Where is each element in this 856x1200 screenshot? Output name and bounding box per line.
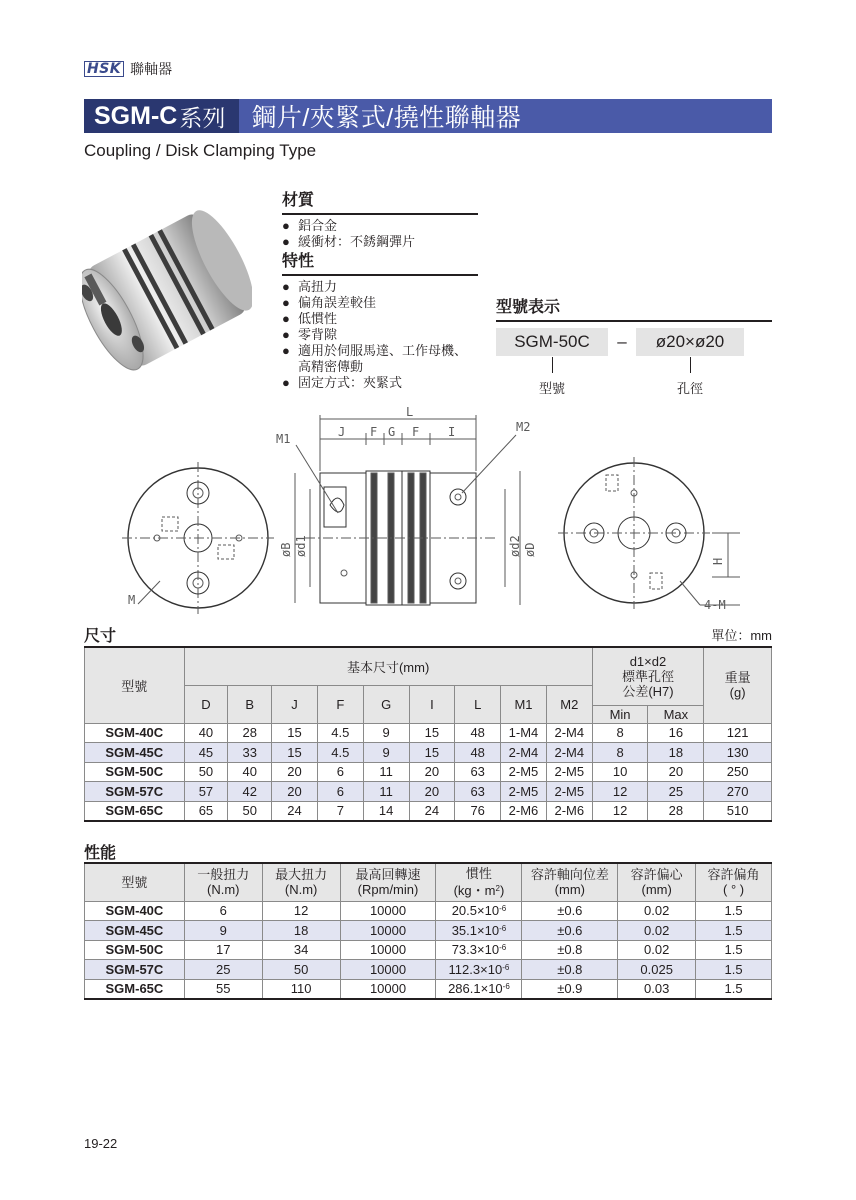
bore-example: ø20×ø20 <box>636 328 744 356</box>
bore-label: 孔徑 <box>676 381 703 396</box>
dims-cell: 25 <box>648 782 704 802</box>
coupling-photo <box>82 200 252 380</box>
model-dash: – <box>617 332 627 351</box>
perf-col-angle: 容許偏角 ( ° ) <box>696 863 772 901</box>
material-item: ● 鋁合金 <box>282 218 338 233</box>
col-weight: 重量 (g) <box>704 647 772 723</box>
left-end-view <box>122 462 274 614</box>
perf-cell: $35.1\times 10^{-6}$ <box>436 921 522 941</box>
label-g: G <box>388 425 396 439</box>
dims-cell: 50 <box>184 762 228 782</box>
feature-item: 高精密傳動 <box>298 359 364 374</box>
bore-pointer <box>690 357 691 373</box>
col-i: I <box>409 685 455 723</box>
perf-cell: 10000 <box>340 979 436 999</box>
perf-col-offset: 容許偏心 (mm) <box>618 863 696 901</box>
perf-cell: 34 <box>262 940 340 960</box>
dims-cell: 9 <box>363 723 409 743</box>
label-l: L <box>406 405 414 419</box>
dims-cell: 4.5 <box>317 743 363 763</box>
perf-cell: 1.5 <box>696 901 772 921</box>
perf-cell: ±0.8 <box>522 960 618 980</box>
perf-heading: 性能 <box>84 845 117 862</box>
dims-cell: 2-M5 <box>501 762 547 782</box>
dims-cell: 2-M6 <box>546 801 592 821</box>
series-code: SGM-C <box>94 101 178 130</box>
dims-cell: 130 <box>704 743 772 763</box>
perf-cell: 0.02 <box>618 901 696 921</box>
col-d: D <box>184 685 228 723</box>
dims-cell: 1-M4 <box>501 723 547 743</box>
perf-cell: 10000 <box>340 960 436 980</box>
dims-cell: 57 <box>184 782 228 802</box>
label-m1: M1 <box>276 432 291 446</box>
perf-cell: 17 <box>184 940 262 960</box>
label-i: I <box>448 425 456 439</box>
dims-row <box>85 723 772 743</box>
perf-table <box>84 862 772 1000</box>
product-subtitle: Coupling / Disk Clamping Type <box>84 141 317 160</box>
dims-cell: 20 <box>272 762 318 782</box>
col-basic: 基本尺寸(mm) <box>184 647 592 685</box>
label-m: M <box>128 593 136 607</box>
dims-cell: 20 <box>409 762 455 782</box>
label-f: F <box>370 425 378 439</box>
dims-cell: 20 <box>648 762 704 782</box>
dims-cell: 50 <box>228 801 272 821</box>
dims-cell: 20 <box>409 782 455 802</box>
feature-item: ● 高扭力 <box>282 279 338 294</box>
model-label: 型號 <box>538 381 565 396</box>
perf-cell: ±0.6 <box>522 901 618 921</box>
dims-cell: 40 <box>228 762 272 782</box>
perf-row <box>85 960 772 980</box>
dims-cell: 11 <box>363 782 409 802</box>
dims-cell: 42 <box>228 782 272 802</box>
dims-model-cell: SGM-50C <box>85 762 185 782</box>
category-label: 聯軸器 <box>130 61 173 77</box>
dims-row <box>85 782 772 802</box>
dims-cell: 28 <box>648 801 704 821</box>
dims-cell: 14 <box>363 801 409 821</box>
col-b: B <box>228 685 272 723</box>
product-name: 鋼片/夾緊式/撓性聯軸器 <box>251 104 522 132</box>
perf-cell: 1.5 <box>696 960 772 980</box>
perf-cell: 50 <box>262 960 340 980</box>
col-min: Min <box>592 705 648 723</box>
dims-model-cell: SGM-45C <box>85 743 185 763</box>
perf-model-cell: SGM-57C <box>85 960 185 980</box>
dims-cell: 121 <box>704 723 772 743</box>
features-heading: 特性 <box>282 248 478 276</box>
label-d: øD <box>523 542 537 557</box>
dims-cell: 9 <box>363 743 409 763</box>
dims-cell: 2-M5 <box>546 762 592 782</box>
side-view <box>295 415 520 605</box>
dims-cell: 18 <box>648 743 704 763</box>
dims-model-cell: SGM-57C <box>85 782 185 802</box>
label-m2: M2 <box>516 420 531 434</box>
dims-cell: 2-M4 <box>501 743 547 763</box>
dims-cell: 24 <box>409 801 455 821</box>
dims-cell: 510 <box>704 801 772 821</box>
dims-cell: 15 <box>272 723 318 743</box>
dims-model-cell: SGM-65C <box>85 801 185 821</box>
perf-col-max-torque: 最大扭力 (N.m) <box>262 863 340 901</box>
label-f2: F <box>412 425 420 439</box>
col-j: J <box>272 685 318 723</box>
dims-cell: 15 <box>272 743 318 763</box>
feature-item: ● 零背隙 <box>282 327 338 342</box>
perf-cell: 1.5 <box>696 940 772 960</box>
dims-cell: 15 <box>409 723 455 743</box>
dims-cell: 7 <box>317 801 363 821</box>
perf-col-speed: 最高回轉速 (Rpm/min) <box>340 863 436 901</box>
dims-cell: 11 <box>363 762 409 782</box>
material-heading: 材質 <box>282 187 478 215</box>
series-suffix: 系列 <box>179 104 226 131</box>
perf-cell: 0.02 <box>618 940 696 960</box>
feature-item: ● 低慣性 <box>282 311 338 326</box>
perf-cell: 55 <box>184 979 262 999</box>
title-bar <box>84 99 772 133</box>
feature-item: ● 偏角誤差較佳 <box>282 295 377 310</box>
dims-cell: 48 <box>455 743 501 763</box>
brand-header <box>84 59 172 79</box>
col-max: Max <box>648 705 704 723</box>
perf-col-axial: 容許軸向位差 (mm) <box>522 863 618 901</box>
perf-cell: 18 <box>262 921 340 941</box>
label-d2: ød2 <box>508 535 522 557</box>
dims-cell: 48 <box>455 723 501 743</box>
dims-cell: 2-M5 <box>546 782 592 802</box>
dims-row <box>85 762 772 782</box>
dims-cell: 63 <box>455 762 501 782</box>
perf-cell: ±0.6 <box>522 921 618 941</box>
technical-drawing <box>100 405 760 615</box>
dims-cell: 28 <box>228 723 272 743</box>
col-g: G <box>363 685 409 723</box>
dims-table <box>84 646 772 822</box>
dims-cell: 250 <box>704 762 772 782</box>
series-label <box>84 99 239 133</box>
perf-model-cell: SGM-45C <box>85 921 185 941</box>
perf-cell: 9 <box>184 921 262 941</box>
perf-cell: 6 <box>184 901 262 921</box>
label-b: øB <box>279 542 293 557</box>
perf-cell: 10000 <box>340 921 436 941</box>
dims-cell: 76 <box>455 801 501 821</box>
perf-cell: 110 <box>262 979 340 999</box>
col-model: 型號 <box>85 647 185 723</box>
perf-cell: $20.5\times 10^{-6}$ <box>436 901 522 921</box>
label-d1: ød1 <box>294 535 308 557</box>
perf-cell: 0.02 <box>618 921 696 941</box>
label-4m: 4-M <box>704 598 726 612</box>
perf-cell: 1.5 <box>696 979 772 999</box>
dims-cell: 8 <box>592 723 648 743</box>
perf-model-cell: SGM-50C <box>85 940 185 960</box>
model-pointer <box>552 357 553 373</box>
dims-cell: 12 <box>592 782 648 802</box>
perf-col-torque: 一般扭力 (N.m) <box>184 863 262 901</box>
col-m2: M2 <box>546 685 592 723</box>
dims-cell: 10 <box>592 762 648 782</box>
perf-cell: 10000 <box>340 901 436 921</box>
perf-model-cell: SGM-65C <box>85 979 185 999</box>
material-item: ● 緩衝材：不銹鋼彈片 <box>282 234 416 249</box>
dims-cell: 2-M4 <box>546 743 592 763</box>
material-section <box>282 187 478 250</box>
col-m1: M1 <box>501 685 547 723</box>
perf-cell: 0.03 <box>618 979 696 999</box>
label-j: J <box>338 425 346 439</box>
dims-cell: 40 <box>184 723 228 743</box>
dims-unit: 單位：mm <box>711 628 772 643</box>
col-l: L <box>455 685 501 723</box>
model-code-heading: 型號表示 <box>496 294 772 322</box>
col-bore: d1×d2 標準孔徑 公差(H7) <box>592 647 704 705</box>
perf-cell: 12 <box>262 901 340 921</box>
dims-cell: 12 <box>592 801 648 821</box>
dims-model-cell: SGM-40C <box>85 723 185 743</box>
dims-row <box>85 743 772 763</box>
dims-row <box>85 801 772 821</box>
dims-heading: 尺寸 <box>84 628 117 645</box>
model-code-section <box>496 294 772 397</box>
dims-cell: 16 <box>648 723 704 743</box>
page-number: 19-22 <box>84 1136 118 1151</box>
perf-col-model: 型號 <box>85 863 185 901</box>
perf-col-inertia: 慣性 (kg・$m^2$) <box>436 863 522 901</box>
dims-cell: 33 <box>228 743 272 763</box>
dims-cell: 270 <box>704 782 772 802</box>
perf-cell: $112.3\times 10^{-6}$ <box>436 960 522 980</box>
perf-row <box>85 940 772 960</box>
perf-row <box>85 921 772 941</box>
dims-cell: 45 <box>184 743 228 763</box>
feature-item: ● 固定方式：夾緊式 <box>282 375 403 390</box>
dims-cell: 8 <box>592 743 648 763</box>
dims-cell: 63 <box>455 782 501 802</box>
perf-model-cell: SGM-40C <box>85 901 185 921</box>
perf-cell: ±0.9 <box>522 979 618 999</box>
feature-item: ● 適用於伺服馬達、工作母機、 <box>282 343 468 358</box>
perf-row <box>85 979 772 999</box>
col-f: F <box>317 685 363 723</box>
perf-cell: $286.1\times 10^{-6}$ <box>436 979 522 999</box>
perf-cell: $73.3\times 10^{-6}$ <box>436 940 522 960</box>
dims-cell: 20 <box>272 782 318 802</box>
dims-cell: 6 <box>317 762 363 782</box>
hsk-logo: HSK <box>84 61 124 77</box>
dims-cell: 15 <box>409 743 455 763</box>
right-end-view <box>558 457 740 609</box>
dims-cell: 2-M5 <box>501 782 547 802</box>
perf-cell: 0.025 <box>618 960 696 980</box>
dims-cell: 4.5 <box>317 723 363 743</box>
perf-cell: ±0.8 <box>522 940 618 960</box>
model-example: SGM-50C <box>496 328 608 356</box>
perf-cell: 10000 <box>340 940 436 960</box>
perf-cell: 1.5 <box>696 921 772 941</box>
dims-cell: 24 <box>272 801 318 821</box>
perf-cell: 25 <box>184 960 262 980</box>
dims-cell: 65 <box>184 801 228 821</box>
dims-cell: 2-M6 <box>501 801 547 821</box>
perf-row <box>85 901 772 921</box>
dims-cell: 6 <box>317 782 363 802</box>
label-h: H <box>711 557 725 565</box>
dims-cell: 2-M4 <box>546 723 592 743</box>
features-section <box>282 248 478 391</box>
